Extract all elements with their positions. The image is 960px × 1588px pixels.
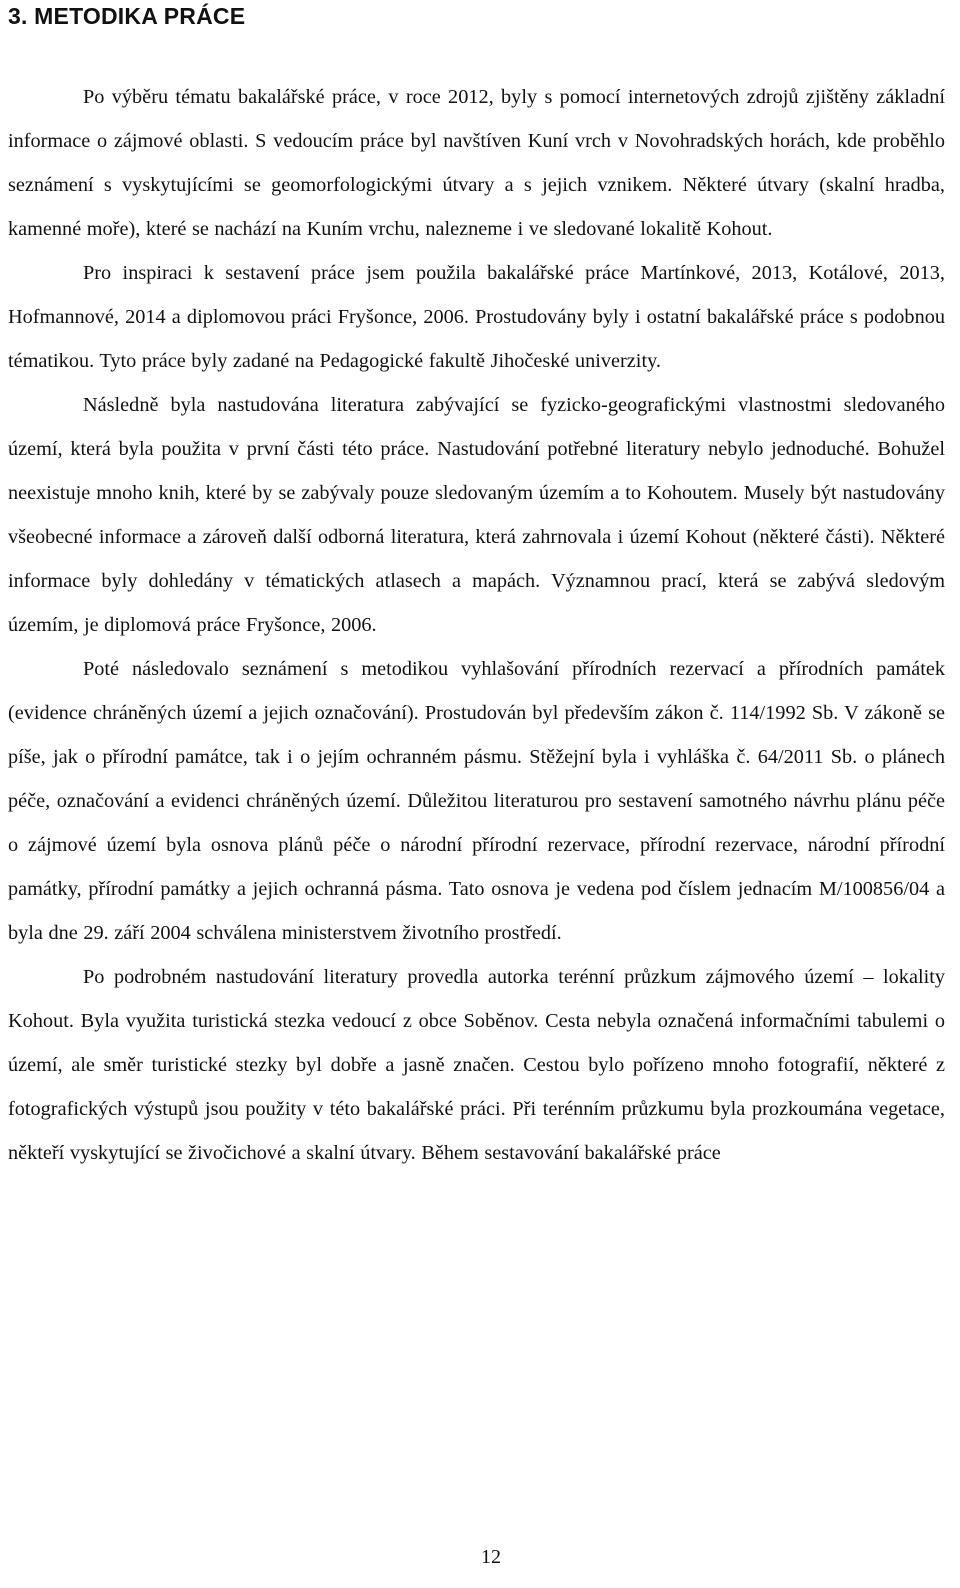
paragraph-1: Po výběru tématu bakalářské práce, v roce 2012, byly s pomocí internetových zdrojů zjištěny základní informace o zájmové oblasti. S vedoucím práce byl navštíven Kuní vrch v Novohradských horách, kde proběhlo seznámení s vyskytujícími se geomorfologickými útvary a s jejich vznikem. Některé útvary (skalní hradba, kamenné moře), které se nachází na Kuním vrchu, nalezneme i ve sledované lokalitě Kohout. [8,86,945,240]
body-text [8,75,945,1175]
paragraph-2: Pro inspiraci k sestavení práce jsem použila bakalářské práce Martínkové, 2013, Kotálové, 2013, Hofmannové, 2014 a diplomovou práci Fryšonce, 2006. Prostudovány byly i ostatní bakalářské práce s podobnou tématikou. Tyto práce byly zadané na Pedagogické fakultě Jihočeské univerzity. [8,262,945,372]
paragraph-5: Po podrobném nastudování literatury provedla autorka terénní průzkum zájmového území – lokality Kohout. Byla využita turistická stezka vedoucí z obce Soběnov. Cesta nebyla označená informačními tabulemi o území, ale směr turistické stezky byl dobře a jasně značen. Cestou bylo pořízeno mnoho fotografií, některé z fotografických výstupů jsou použity v této bakalářské práci. Při terénním průzkumu byla prozkoumána vegetace, někteří vyskytující se živočichové a skalní útvary. Během sestavování bakalářské práce [8,966,945,1164]
page-number: 12 [481,1546,501,1568]
paragraph-4: Poté následovalo seznámení s metodikou vyhlašování přírodních rezervací a přírodních památek (evidence chráněných území a jejich označování). Prostudován byl především zákon č. 114/1992 Sb. V zákoně se píše, jak o přírodní památce, tak i o jejím ochranném pásmu. Stěžejní byla i vyhláška č. 64/2011 Sb. o plánech péče, označování a evidenci chráněných území. Důležitou literaturou pro sestavení samotného návrhu plánu péče o zájmové území byla osnova plánů péče o národní přírodní rezervace, přírodní rezervace, národní přírodní památky, přírodní památky a jejich ochranná pásma. Tato osnova je vedena pod číslem jednacím M/100856/04 a byla dne 29. září 2004 schválena ministerstvem životního prostředí. [8,658,945,944]
paragraph-3: Následně byla nastudována literatura zabývající se fyzicko-geografickými vlastnostmi sledovaného území, která byla použita v první části této práce. Nastudování potřebné literatury nebylo jednoduché. Bohužel neexistuje mnoho knih, které by se zabývaly pouze sledovaným územím a to Kohoutem. Musely být nastudovány všeobecné informace a zároveň další odborná literatura, která zahrnovala i území Kohout (některé části). Některé informace byly dohledány v tématických atlasech a mapách. Významnou prací, která se zabývá sledovým územím, je diplomová práce Fryšonce, 2006. [8,394,945,636]
document-page [8,0,945,1175]
section-heading: 3. METODIKA PRÁCE [8,3,246,29]
